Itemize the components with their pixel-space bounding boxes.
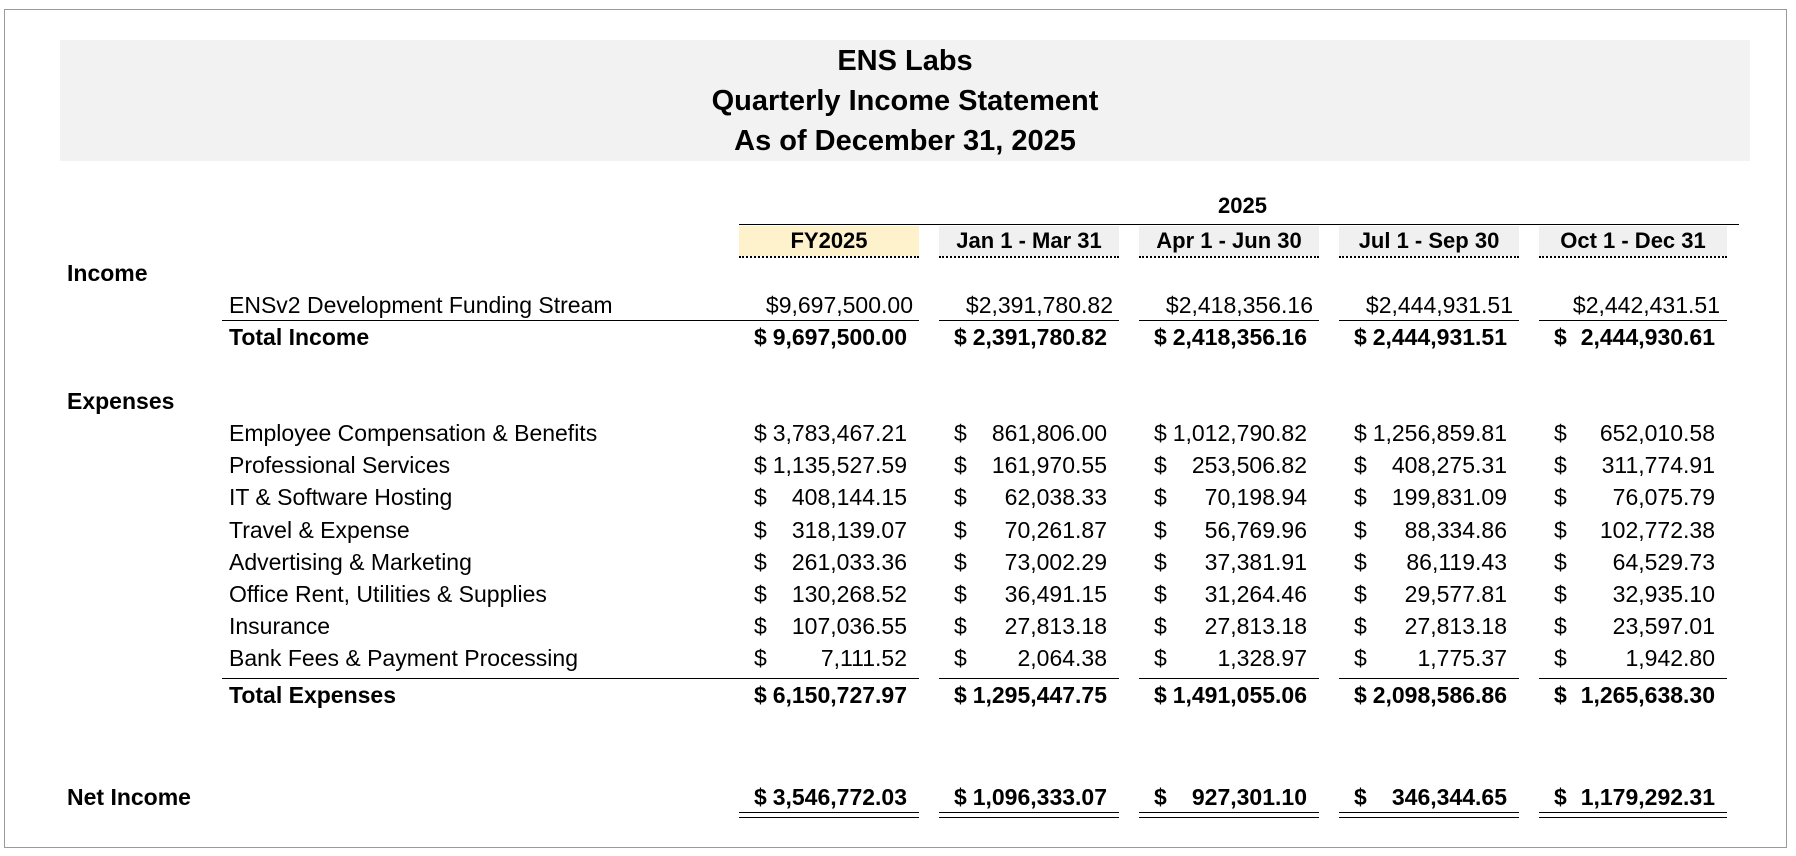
- expense-total-rule: [1139, 678, 1319, 679]
- expense-row-label: Bank Fees & Payment Processing: [229, 645, 578, 671]
- expense-value: $ 311,774.91: [1554, 452, 1715, 478]
- total-income-label: Total Income: [229, 324, 370, 350]
- income-total-rule: [1139, 320, 1319, 321]
- net-income-double-rule: [1339, 812, 1519, 818]
- total-income-value: $ 2,418,356.16: [1154, 324, 1307, 350]
- col-header-divider: [739, 256, 919, 258]
- expense-value: $ 62,038.33: [954, 484, 1107, 510]
- col-header-q2: Apr 1 - Jun 30: [1139, 226, 1319, 256]
- expenses-section-label: Expenses: [67, 388, 175, 414]
- total-income-value: $ 2,391,780.82: [954, 324, 1107, 350]
- total-expenses-value: $ 1,295,447.75: [954, 682, 1107, 708]
- col-header-q4: Oct 1 - Dec 31: [1539, 226, 1727, 256]
- report-header: [60, 40, 1750, 161]
- expense-value: $ 70,198.94: [1154, 484, 1307, 510]
- expense-value: $ 161,970.55: [954, 452, 1107, 478]
- col-header-q1: Jan 1 - Mar 31: [939, 226, 1119, 256]
- expense-value: $ 1,942.80: [1554, 645, 1715, 671]
- income-value: $2,444,931.51: [1365, 292, 1513, 318]
- expense-value: $ 102,772.38: [1554, 517, 1715, 543]
- expense-row-label: Advertising & Marketing: [229, 549, 472, 575]
- expense-total-rule: [222, 678, 919, 679]
- income-value: $2,391,780.82: [965, 292, 1113, 318]
- expense-value: $ 652,010.58: [1554, 420, 1715, 446]
- col-header-divider: [1339, 256, 1519, 258]
- expense-value: $ 318,139.07: [754, 517, 907, 543]
- expense-value: $ 1,256,859.81: [1354, 420, 1507, 446]
- expense-value: $ 408,144.15: [754, 484, 907, 510]
- expense-value: $ 2,064.38: [954, 645, 1107, 671]
- income-total-rule: [939, 320, 1119, 321]
- expense-value: $ 107,036.55: [754, 613, 907, 639]
- expense-value: $ 56,769.96: [1154, 517, 1307, 543]
- expense-value: $ 1,775.37: [1354, 645, 1507, 671]
- expense-value: $ 199,831.09: [1354, 484, 1507, 510]
- expense-value: $ 253,506.82: [1154, 452, 1307, 478]
- expense-value: $ 73,002.29: [954, 549, 1107, 575]
- income-row-label: ENSv2 Development Funding Stream: [229, 292, 613, 318]
- total-income-value: $ 9,697,500.00: [754, 324, 907, 350]
- as-of-date: As of December 31, 2025: [734, 125, 1076, 157]
- expense-row-label: Insurance: [229, 613, 331, 639]
- col-header-divider: [939, 256, 1119, 258]
- expense-value: $ 261,033.36: [754, 549, 907, 575]
- expense-value: $ 1,135,527.59: [754, 452, 907, 478]
- net-income-double-rule: [1139, 812, 1319, 818]
- income-total-rule: [1339, 320, 1519, 321]
- expense-value: $ 31,264.46: [1154, 581, 1307, 607]
- expense-row-label: Employee Compensation & Benefits: [229, 420, 598, 446]
- income-total-rule: [1539, 320, 1727, 321]
- net-income-value: $ 3,546,772.03: [754, 784, 907, 810]
- col-header-fy2025: FY2025: [739, 226, 919, 256]
- statement-title: Quarterly Income Statement: [711, 85, 1099, 117]
- expense-value: $ 27,813.18: [954, 613, 1107, 639]
- expense-value: $ 86,119.43: [1354, 549, 1507, 575]
- net-income-double-rule: [939, 812, 1119, 818]
- net-income-value: $ 346,344.65: [1354, 784, 1507, 810]
- expense-value: $ 76,075.79: [1554, 484, 1715, 510]
- income-value: $2,418,356.16: [1165, 292, 1313, 318]
- expense-value: $ 408,275.31: [1354, 452, 1507, 478]
- expense-value: $ 1,012,790.82: [1154, 420, 1307, 446]
- col-header-divider: [1139, 256, 1319, 258]
- total-expenses-value: $ 6,150,727.97: [754, 682, 907, 708]
- expense-row-label: Travel & Expense: [229, 517, 410, 543]
- expense-row-label: IT & Software Hosting: [229, 484, 453, 510]
- income-value: $2,442,431.51: [1572, 292, 1720, 318]
- expense-value: $ 37,381.91: [1154, 549, 1307, 575]
- col-header-q3: Jul 1 - Sep 30: [1339, 226, 1519, 256]
- company-name: ENS Labs: [837, 45, 973, 77]
- net-income-value: $ 927,301.10: [1154, 784, 1307, 810]
- total-expenses-value: $ 1,491,055.06: [1154, 682, 1307, 708]
- expense-value: $ 1,328.97: [1154, 645, 1307, 671]
- year-underline: [739, 224, 1739, 225]
- expense-total-rule: [1339, 678, 1519, 679]
- expense-value: $ 23,597.01: [1554, 613, 1715, 639]
- expense-value: $ 64,529.73: [1554, 549, 1715, 575]
- net-income-value: $ 1,179,292.31: [1554, 784, 1715, 810]
- year-label: 2025: [1218, 193, 1267, 218]
- total-expenses-value: $ 1,265,638.30: [1554, 682, 1715, 708]
- expense-value: $ 29,577.81: [1354, 581, 1507, 607]
- net-income-double-rule: [1539, 812, 1727, 818]
- expense-value: $ 3,783,467.21: [754, 420, 907, 446]
- expense-value: $ 36,491.15: [954, 581, 1107, 607]
- expense-value: $ 70,261.87: [954, 517, 1107, 543]
- expense-row-label: Professional Services: [229, 452, 451, 478]
- total-expenses-label: Total Expenses: [229, 682, 397, 708]
- total-income-value: $ 2,444,930.61: [1554, 324, 1715, 350]
- expense-row-label: Office Rent, Utilities & Supplies: [229, 581, 547, 607]
- net-income-double-rule: [739, 812, 919, 818]
- expense-value: $ 861,806.00: [954, 420, 1107, 446]
- total-expenses-value: $ 2,098,586.86: [1354, 682, 1507, 708]
- expense-total-rule: [1539, 678, 1727, 679]
- expense-value: $ 88,334.86: [1354, 517, 1507, 543]
- net-income-label: Net Income: [67, 784, 191, 810]
- expense-total-rule: [939, 678, 1119, 679]
- income-total-rule: [222, 320, 919, 321]
- expense-value: $ 27,813.18: [1154, 613, 1307, 639]
- expense-value: $ 27,813.18: [1354, 613, 1507, 639]
- expense-value: $ 32,935.10: [1554, 581, 1715, 607]
- total-income-value: $ 2,444,931.51: [1354, 324, 1507, 350]
- income-value: $9,697,500.00: [765, 292, 913, 318]
- col-header-divider: [1539, 256, 1727, 258]
- income-section-label: Income: [67, 260, 148, 286]
- expense-value: $ 7,111.52: [754, 645, 907, 671]
- net-income-value: $ 1,096,333.07: [954, 784, 1107, 810]
- expense-value: $ 130,268.52: [754, 581, 907, 607]
